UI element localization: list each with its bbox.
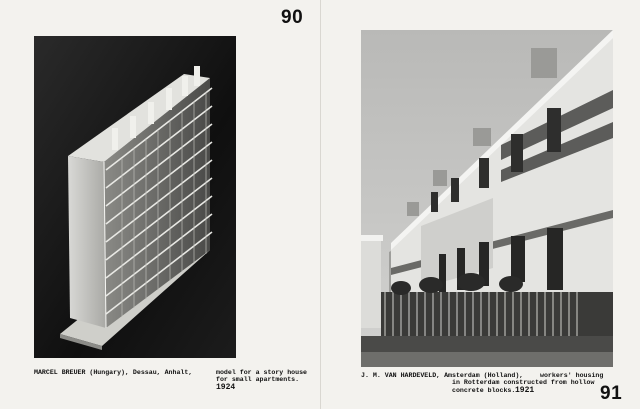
breuer-model-illustration (34, 36, 236, 358)
left-caption-author: MARCEL BREUER (Hungary), Dessau, Anhalt, (34, 369, 193, 376)
left-caption-description (216, 369, 307, 384)
right-caption-desc-line3: concrete blocks. (452, 386, 516, 394)
right-caption-author: J. M. VAN HARDEVELD, Amsterdam (Holland), (361, 372, 524, 379)
left-caption-year: 1924 (216, 383, 236, 392)
page-gutter (320, 0, 321, 409)
right-photo-hardeveld-housing (361, 30, 613, 367)
left-caption-desc-line1: model for a story house (216, 369, 308, 376)
right-caption-desc-line1: workers' housing (540, 372, 604, 379)
left-photo-breuer-model (34, 36, 236, 358)
left-caption-desc-line2: for small apartments. (216, 376, 300, 384)
right-caption-desc-line2: in Rotterdam constructed from hollow (452, 379, 595, 387)
right-caption-year: 1921 (515, 385, 535, 395)
left-page-number: 90 (281, 7, 304, 28)
hardeveld-housing-illustration (361, 30, 613, 367)
right-page-number: 91 (600, 383, 623, 404)
